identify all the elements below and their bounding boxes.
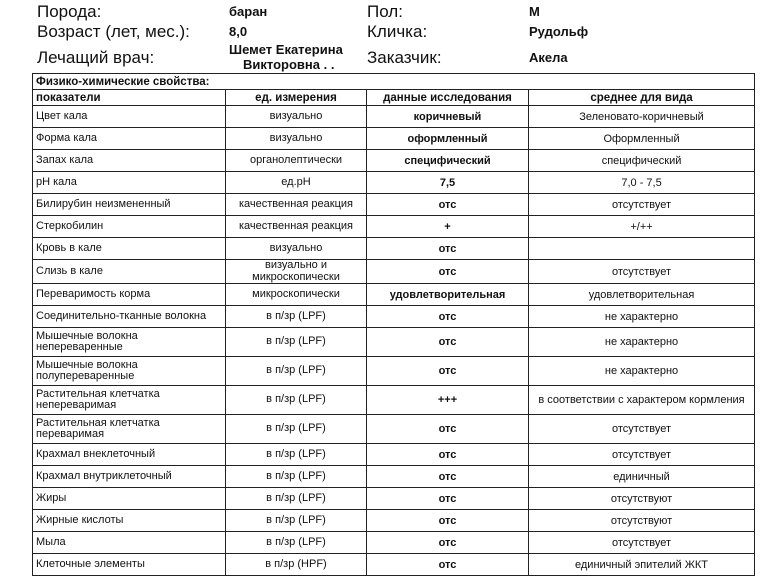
row-norm: отсутствует: [529, 532, 755, 554]
table-row: [33, 466, 755, 488]
row-norm: Зеленовато-коричневый: [529, 106, 755, 128]
row-result: отс: [367, 554, 529, 576]
header-unit: ед. измерения: [226, 90, 367, 106]
sex-label: Пол:: [367, 2, 403, 21]
row-unit: в п/зр (LPF): [226, 328, 367, 357]
row-norm: специфический: [529, 150, 755, 172]
table-row: [33, 216, 755, 238]
row-indicator: Билирубин неизмененный: [33, 194, 226, 216]
row-result: отс: [367, 510, 529, 532]
row-result: отс: [367, 306, 529, 328]
customer-value: Акела: [529, 50, 568, 65]
row-indicator: Клеточные элементы: [33, 554, 226, 576]
row-unit: ед.рН: [226, 172, 367, 194]
column-header-row: [33, 90, 755, 106]
row-unit: визуально: [226, 238, 367, 260]
row-indicator: Мышечные волокна непереваренные: [33, 328, 226, 357]
row-unit: в п/зр (LPF): [226, 415, 367, 444]
customer-label: Заказчик:: [367, 48, 442, 67]
sex-value: М: [529, 4, 540, 19]
table-row: [33, 510, 755, 532]
row-indicator: Жирные кислоты: [33, 510, 226, 532]
row-norm: отсутствует: [529, 260, 755, 284]
row-indicator: Мыла: [33, 532, 226, 554]
row-result: отс: [367, 466, 529, 488]
row-indicator: Соединительно-тканные волокна: [33, 306, 226, 328]
row-result: отс: [367, 238, 529, 260]
row-unit: в п/зр (LPF): [226, 444, 367, 466]
age-label: Возраст (лет, мес.):: [37, 22, 190, 41]
row-result: оформленный: [367, 128, 529, 150]
row-indicator: Переваримость корма: [33, 284, 226, 306]
row-result: специфический: [367, 150, 529, 172]
row-unit: в п/зр (LPF): [226, 510, 367, 532]
table-row: [33, 260, 755, 284]
row-norm: 7,0 - 7,5: [529, 172, 755, 194]
row-indicator: Мышечные волокна полупереваренные: [33, 357, 226, 386]
row-result: отс: [367, 488, 529, 510]
row-result: отс: [367, 328, 529, 357]
table-row: [33, 172, 755, 194]
doctor-label: Лечащий врач:: [37, 48, 155, 67]
row-indicator: Кровь в кале: [33, 238, 226, 260]
row-result: коричневый: [367, 106, 529, 128]
doctor-value-line1: Шемет Екатерина: [229, 42, 343, 57]
table-row: [33, 386, 755, 415]
row-unit: органолептически: [226, 150, 367, 172]
row-unit: микроскопически: [226, 284, 367, 306]
row-unit: визуально: [226, 106, 367, 128]
results-table: [32, 73, 755, 576]
table-row: [33, 306, 755, 328]
table-row: [33, 415, 755, 444]
header-indicator: показатели: [33, 90, 226, 106]
row-norm: [529, 238, 755, 260]
row-unit: в п/зр (LPF): [226, 488, 367, 510]
row-indicator: Стеркобилин: [33, 216, 226, 238]
row-result: отс: [367, 532, 529, 554]
row-unit: в п/зр (LPF): [226, 532, 367, 554]
row-norm: в соответствии с характером кормления: [529, 386, 755, 415]
row-unit: в п/зр (LPF): [226, 306, 367, 328]
table-row: [33, 554, 755, 576]
row-result: +++: [367, 386, 529, 415]
row-unit: в п/зр (LPF): [226, 357, 367, 386]
row-result: отс: [367, 357, 529, 386]
table-row: [33, 238, 755, 260]
row-result: +: [367, 216, 529, 238]
row-unit: в п/зр (HPF): [226, 554, 367, 576]
table-row: [33, 357, 755, 386]
row-indicator: рН кала: [33, 172, 226, 194]
row-norm: не характерно: [529, 357, 755, 386]
table-row: [33, 444, 755, 466]
row-unit: в п/зр (LPF): [226, 386, 367, 415]
row-result: отс: [367, 260, 529, 284]
age-value: 8,0: [229, 24, 248, 39]
row-result: удовлетворительная: [367, 284, 529, 306]
table-row: [33, 328, 755, 357]
row-indicator: Растительная клетчатка непереваримая: [33, 386, 226, 415]
row-norm: отсутствуют: [529, 488, 755, 510]
table-row: [33, 150, 755, 172]
row-result: отс: [367, 194, 529, 216]
table-row: [33, 106, 755, 128]
row-norm: единичный эпителий ЖКТ: [529, 554, 755, 576]
row-norm: не характерно: [529, 306, 755, 328]
row-indicator: Крахмал внеклеточный: [33, 444, 226, 466]
row-unit: качественная реакция: [226, 194, 367, 216]
row-norm: +/++: [529, 216, 755, 238]
row-indicator: Форма кала: [33, 128, 226, 150]
row-indicator: Крахмал внутриклеточный: [33, 466, 226, 488]
doctor-value-line2: Викторовна . .: [243, 57, 335, 72]
row-norm: отсутствует: [529, 415, 755, 444]
row-indicator: Жиры: [33, 488, 226, 510]
row-result: 7,5: [367, 172, 529, 194]
row-indicator: Слизь в кале: [33, 260, 226, 284]
row-unit: качественная реакция: [226, 216, 367, 238]
row-norm: отсутствует: [529, 444, 755, 466]
row-norm: удовлетворительная: [529, 284, 755, 306]
breed-value: баран: [229, 4, 268, 19]
section-row: [33, 74, 755, 90]
nickname-label: Кличка:: [367, 22, 428, 41]
table-row: [33, 532, 755, 554]
row-result: отс: [367, 415, 529, 444]
header-result: данные исследования: [367, 90, 529, 106]
row-unit: в п/зр (LPF): [226, 466, 367, 488]
table-row: [33, 194, 755, 216]
row-norm: единичный: [529, 466, 755, 488]
nickname-value: Рудольф: [529, 24, 589, 39]
table-row: [33, 128, 755, 150]
row-unit: визуально: [226, 128, 367, 150]
table-row: [33, 488, 755, 510]
row-norm: отсутствуют: [529, 510, 755, 532]
row-indicator: Цвет кала: [33, 106, 226, 128]
table-row: [33, 284, 755, 306]
row-indicator: Запах кала: [33, 150, 226, 172]
row-unit: визуально и микроскопически: [226, 260, 367, 284]
row-norm: не характерно: [529, 328, 755, 357]
row-norm: отсутствует: [529, 194, 755, 216]
section-title: Физико-химические свойства:: [33, 74, 755, 90]
row-indicator: Растительная клетчатка переваримая: [33, 415, 226, 444]
header-norm: среднее для вида: [529, 90, 755, 106]
row-result: отс: [367, 444, 529, 466]
row-norm: Оформленный: [529, 128, 755, 150]
breed-label: Порода:: [37, 2, 102, 21]
